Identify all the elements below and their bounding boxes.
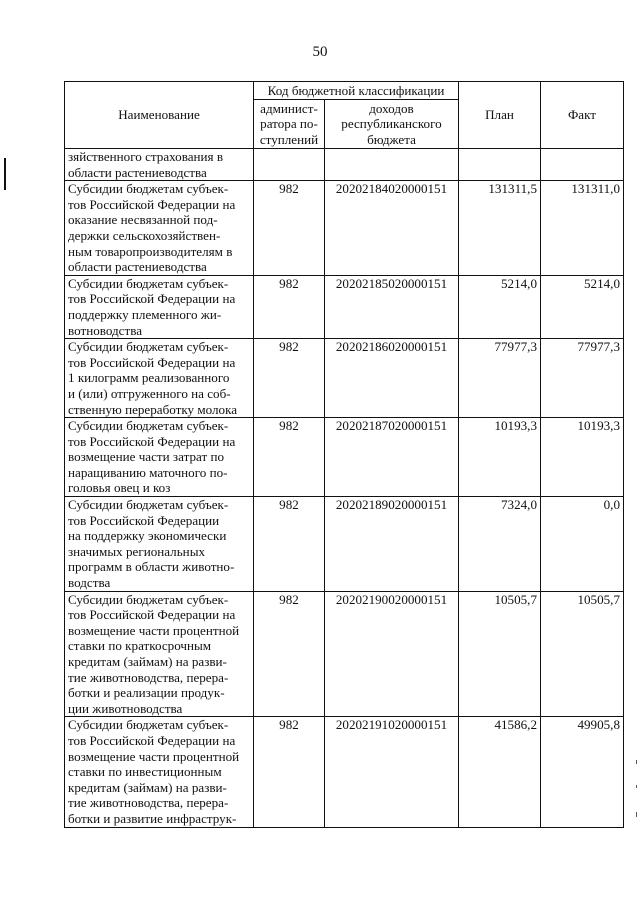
row-admin-code-cell: 982 [254,339,325,418]
page-number: 50 [312,44,328,60]
row-fact-cell: 131311,0 [541,181,624,276]
row-fact-cell: 77977,3 [541,339,624,418]
table-row [65,181,624,276]
row-admin-code-cell: 982 [254,181,325,276]
row-revenue-code-cell: 20202186020000151 [325,339,459,418]
row-revenue-code-cell: 20202189020000151 [325,497,459,592]
table-row [65,275,624,338]
row-plan-cell: 10193,3 [459,418,541,497]
row-fact-cell: 0,0 [541,497,624,592]
header-plan: План [459,82,541,149]
row-admin-code-cell [254,149,325,181]
margin-mark [4,158,6,190]
row-revenue-code-cell: 20202185020000151 [325,275,459,338]
header-name: Наименование [65,82,254,149]
row-revenue-code-cell: 20202190020000151 [325,591,459,717]
table-row [65,591,624,717]
table-row [65,497,624,592]
row-revenue-code-cell: 20202191020000151 [325,717,459,827]
table-row [65,717,624,827]
row-revenue-code-cell: 20202184020000151 [325,181,459,276]
header-revenue: доходов республиканского бюджета [325,100,459,149]
row-name-cell: Субсидии бюджетам субъек- тов Российской Федерации на возмещение части процентной ставки по инвестиционным кредитам (займам) на разви- тие животноводства, перера- ботки и развитие инфраструк- [65,717,254,827]
row-plan-cell: 10505,7 [459,591,541,717]
row-name-cell: Субсидии бюджетам субъек- тов Российской Федерации на поддержку племенного жи- вотноводства [65,275,254,338]
row-admin-code-cell: 982 [254,717,325,827]
row-plan-cell: 7324,0 [459,497,541,592]
row-fact-cell: 5214,0 [541,275,624,338]
row-plan-cell: 5214,0 [459,275,541,338]
row-plan-cell: 131311,5 [459,181,541,276]
table-row [65,339,624,418]
header-code-group: Код бюджетной классификации [254,82,459,100]
row-admin-code-cell: 982 [254,497,325,592]
row-admin-code-cell: 982 [254,418,325,497]
row-revenue-code-cell: 20202187020000151 [325,418,459,497]
budget-table [64,81,624,828]
scan-speck [636,760,637,764]
row-name-cell: Субсидии бюджетам субъек- тов Российской Федерации на возмещение части затрат по наращиванию маточного по- головья овец и коз [65,418,254,497]
row-name-cell: Субсидии бюджетам субъек- тов Российской Федерации на поддержку экономически значимых региональных программ в области животно- водства [65,497,254,592]
row-fact-cell: 10505,7 [541,591,624,717]
row-revenue-code-cell [325,149,459,181]
header-fact: Факт [541,82,624,149]
row-plan-cell [459,149,541,181]
row-fact-cell [541,149,624,181]
row-fact-cell: 49905,8 [541,717,624,827]
row-fact-cell: 10193,3 [541,418,624,497]
table-row [65,418,624,497]
scan-speck [636,785,637,788]
row-admin-code-cell: 982 [254,275,325,338]
row-plan-cell: 41586,2 [459,717,541,827]
row-name-cell: Субсидии бюджетам субъек- тов Российской Федерации на 1 килограмм реализованного и (или) отгруженного на соб- ственную переработку молока [65,339,254,418]
row-name-cell: Субсидии бюджетам субъек- тов Российской Федерации на оказание несвязанной под- держки сельскохозяйствен- ным товаропроизводителям в области растениеводства [65,181,254,276]
row-plan-cell: 77977,3 [459,339,541,418]
scan-speck [636,812,637,817]
row-admin-code-cell: 982 [254,591,325,717]
header-admin: админист- ратора по- ступлений [254,100,325,149]
row-name-cell: зяйственного страхования в области растениеводства [65,149,254,181]
row-name-cell: Субсидии бюджетам субъек- тов Российской Федерации на возмещение части процентной ставки по краткосрочным кредитам (займам) на разви- тие животноводства, перера- ботки и реализации продук- ции животноводства [65,591,254,717]
table-row [65,149,624,181]
